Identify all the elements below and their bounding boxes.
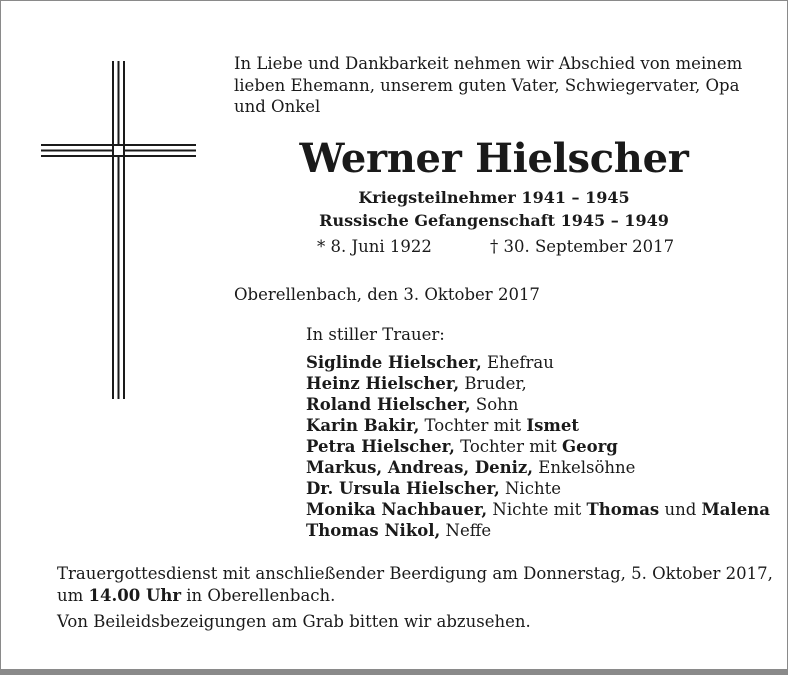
- service-line-1: Trauergottesdienst mit anschließender Beerdigung am Donnerstag, 5. Oktober 2017,: [57, 564, 773, 583]
- mourner-name: Petra Hielscher,: [306, 437, 455, 456]
- service-line-2-suffix: in Oberellenbach.: [181, 585, 336, 605]
- mourner-partner: Georg: [562, 437, 618, 456]
- birth-date: * 8. Juni 1922: [317, 237, 432, 256]
- mourner-partner: Ismet: [526, 416, 580, 435]
- mourner-partner: Thomas: [586, 500, 660, 519]
- mourning-heading: In stiller Trauer:: [306, 325, 445, 344]
- mourner-conjunction: und: [659, 500, 702, 519]
- mourner-relation: Enkelsöhne: [533, 458, 636, 477]
- mourner-relation: Tochter mit: [419, 416, 527, 435]
- mourner-relation: Neffe: [440, 521, 492, 540]
- mourner-name: Dr. Ursula Hielscher,: [306, 479, 500, 498]
- mourner-row: [306, 520, 776, 541]
- mourner-list: [306, 352, 776, 541]
- service-line-2-prefix: um: [57, 585, 89, 605]
- mourner-row: [306, 394, 776, 415]
- subtitle-military: Kriegsteilnehmer 1941 – 1945: [358, 188, 630, 207]
- death-date: † 30. September 2017: [490, 237, 675, 256]
- mourners-block: [306, 324, 776, 541]
- mourner-relation: Nichte: [499, 479, 561, 498]
- mourner-row: [306, 436, 776, 457]
- mourner-row: [306, 415, 776, 436]
- intro-text: In Liebe und Dankbarkeit nehmen wir Abschied von meinem lieben Ehemann, unserem guten Vater, Schwiegervater, Opa und Onkel: [234, 54, 743, 116]
- mourner-row: [306, 457, 776, 478]
- place-date: Oberellenbach, den 3. Oktober 2017: [234, 285, 540, 304]
- mourner-row: [306, 478, 776, 499]
- mourner-name: Monika Nachbauer,: [306, 500, 488, 519]
- deceased-name: Werner Hielscher: [299, 135, 689, 182]
- condolence-note: Von Beileidsbezeigungen am Grab bitten wir abzusehen.: [57, 612, 531, 631]
- mourner-name: Siglinde Hielscher,: [306, 353, 482, 372]
- mourner-relation: Nichte mit: [487, 500, 587, 519]
- mourner-relation: Ehefrau: [481, 353, 554, 372]
- mourner-name: Roland Hielscher,: [306, 395, 471, 414]
- mourner-row: [306, 352, 776, 373]
- mourner-relation: Sohn: [470, 395, 519, 414]
- mourner-relation: Bruder,: [459, 374, 527, 393]
- mourner-name: Karin Bakir,: [306, 416, 420, 435]
- bottom-rule: [1, 669, 787, 674]
- cross-icon: [41, 61, 196, 401]
- subtitle-captivity: Russische Gefangenschaft 1945 – 1949: [319, 211, 669, 230]
- mourner-name: Heinz Hielscher,: [306, 374, 460, 393]
- mourner-relation: Tochter mit: [454, 437, 563, 456]
- service-info: [57, 563, 777, 606]
- mourner-partner-2: Malena: [701, 500, 770, 519]
- mourner-name: Markus, Andreas, Deniz,: [306, 458, 534, 477]
- service-time: 14.00 Uhr: [88, 585, 182, 605]
- mourner-row: [306, 499, 776, 520]
- mourner-name: Thomas Nikol,: [306, 521, 441, 540]
- mourner-row: [306, 373, 776, 394]
